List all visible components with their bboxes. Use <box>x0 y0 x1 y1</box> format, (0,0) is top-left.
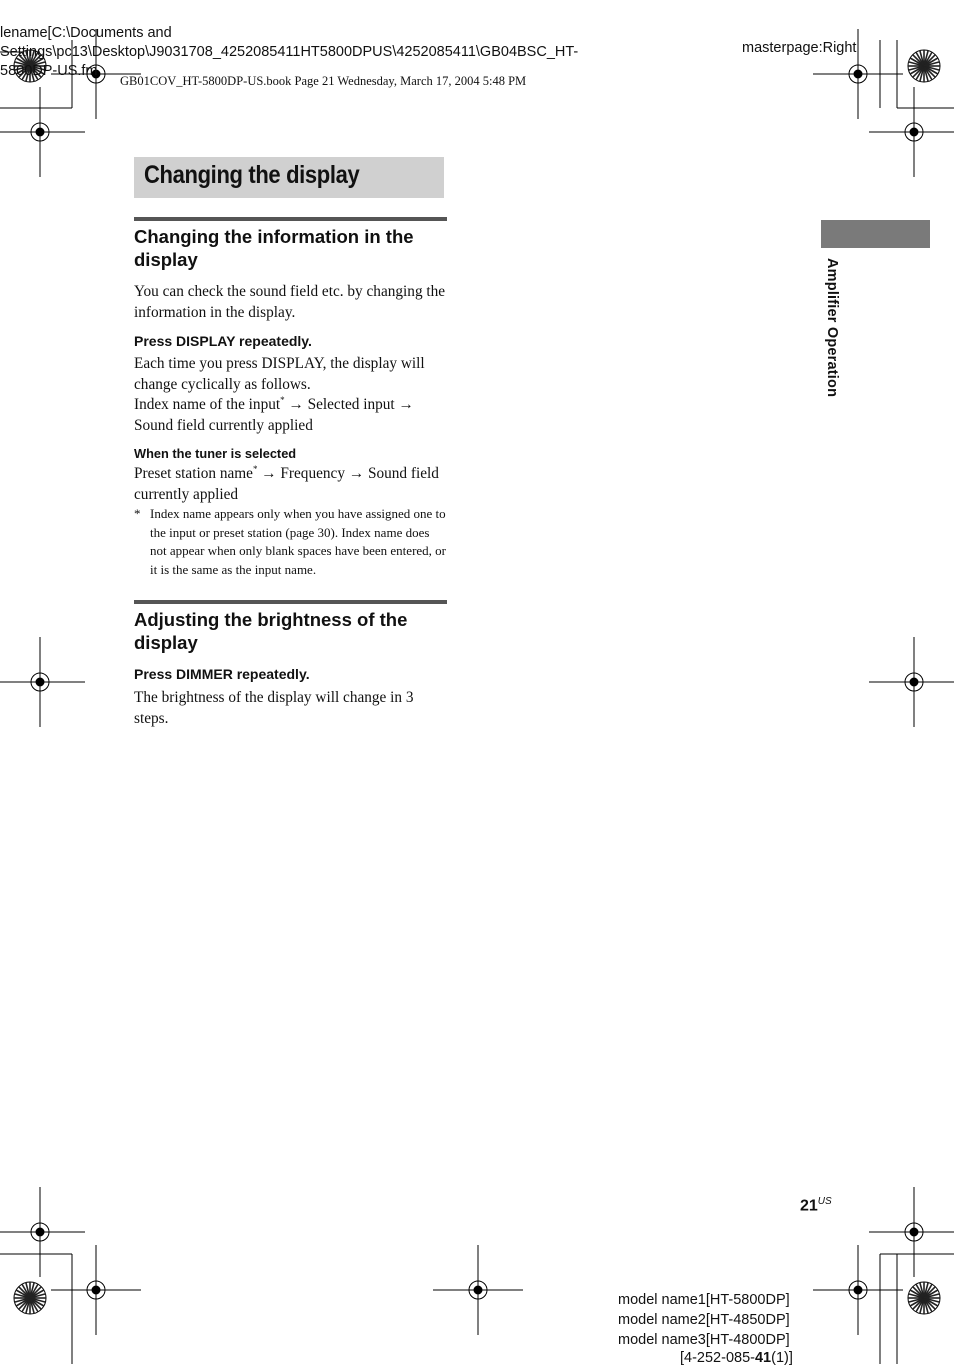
sequence-item: Selected input <box>307 396 395 413</box>
sequence-item: Frequency <box>280 465 345 482</box>
display-sequence <box>134 395 450 436</box>
footer-model-1: model name1[HT-5800DP] <box>618 1292 790 1308</box>
page-title: Changing the display <box>144 161 360 189</box>
file-path-header: lename[C:\Documents and Settings\pc13\Desktop\J9031708_4252085411HT5800DPUS\4252085411\GB04BSC_HT- 5800DP-US.fm <box>0 25 579 79</box>
page-number-value: 21 <box>800 1197 818 1215</box>
section-heading-brightness: Adjusting the brightness of the display <box>134 609 408 653</box>
page-number-suffix: US <box>817 1196 832 1207</box>
footnote <box>134 505 448 579</box>
step-press-dimmer: Press DIMMER repeatedly. <box>134 666 310 682</box>
crosshair-mark <box>869 87 954 177</box>
page-number <box>800 1196 832 1215</box>
crosshair-mark <box>869 637 954 727</box>
sequence-item: Sound field currently applied <box>134 465 439 503</box>
arrow: → <box>288 396 304 413</box>
rosette-mark <box>908 1282 940 1314</box>
step-press-display: Press DISPLAY repeatedly. <box>134 333 312 349</box>
subheading-tuner: When the tuner is selected <box>134 446 297 461</box>
display-cycle-paragraph: Each time you press DISPLAY, the display will change cyclically as follows. <box>134 355 425 393</box>
footnote-mark: * <box>134 506 141 521</box>
sequence-item: Sound field currently applied <box>134 416 313 434</box>
sequence-item: Index name of the input <box>134 396 281 413</box>
chapter-tab <box>821 220 930 248</box>
rosette-mark <box>908 50 940 82</box>
arrow: → <box>348 465 365 482</box>
tuner-sequence <box>134 464 450 505</box>
footnote-ref: * <box>280 394 285 405</box>
crosshair-mark <box>813 1245 903 1335</box>
part-code-c: (1)] <box>771 1350 793 1366</box>
crosshair-mark <box>433 1245 523 1335</box>
rosette-mark <box>14 1282 46 1314</box>
crosshair-mark <box>0 637 85 727</box>
brightness-paragraph: The brightness of the display will change in 3 steps. <box>134 689 414 727</box>
chapter-side-text: Amplifier Operation <box>824 258 840 398</box>
masterpage-label: masterpage:Right <box>742 40 857 56</box>
intro-paragraph: You can check the sound field etc. by changing the information in the display. <box>134 283 446 321</box>
footer-model-3: model name3[HT-4800DP] <box>618 1332 790 1348</box>
sequence-item: Preset station name <box>134 465 253 482</box>
chapter-side-label <box>824 258 850 428</box>
book-info-header: GB01COV_HT-5800DP-US.book Page 21 Wednesday, March 17, 2004 5:48 PM <box>120 74 527 88</box>
footer-model-2: model name2[HT-4850DP] <box>618 1312 790 1328</box>
crosshair-mark <box>869 1187 954 1277</box>
footnote-ref: * <box>252 463 258 474</box>
arrow: → <box>398 396 414 413</box>
arrow: → <box>261 465 277 482</box>
part-code-a: [4-252-085- <box>680 1350 755 1366</box>
crosshair-mark <box>51 1245 141 1335</box>
part-code-b: 41 <box>754 1350 772 1366</box>
page-title-box <box>134 157 444 198</box>
footnote-text: Index name appears only when you have assigned one to the input or preset station (page 30). Index name does not appear when only blank spaces have been entered, or it is the same as the input name. <box>150 506 446 577</box>
section-heading-information: Changing the information in the display <box>134 226 414 270</box>
section-rule <box>134 217 447 221</box>
section-rule <box>134 600 447 604</box>
